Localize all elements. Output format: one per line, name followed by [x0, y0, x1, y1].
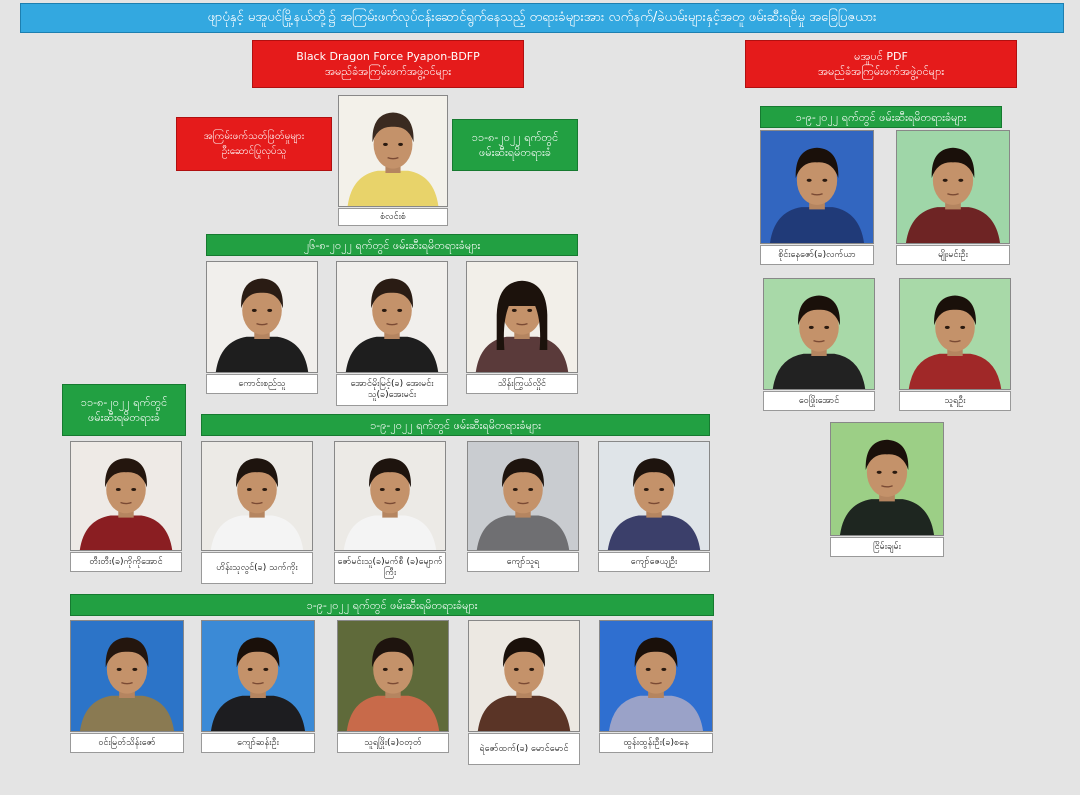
suspect-name: ဝေဖြိုးအောင် [763, 391, 875, 411]
mugshot-photo [830, 422, 944, 536]
mugshot-photo [70, 620, 184, 732]
suspect-name: ငြိမ်းချမ်း [830, 537, 944, 557]
mugshot-photo [599, 620, 713, 732]
pdf-org-name: မအူပင် PDF [854, 50, 908, 63]
page-title: ဖျာပုံနှင့် မအူပင်မြို့နယ်တို့၌ အကြမ်းဖက်လုပ်ငန်းဆောင်ရွက်နေသည့် တရားခံများအား လက်နက်/ခဲယမ်းများနှင့်အတူ ဖမ်းဆီးရမိမှု အခြေပြဇယား [20, 3, 1064, 33]
side-date-label [62, 384, 186, 436]
suspect-name: စိုင်းနေဇော်(ခ)လက်ယာ [760, 245, 874, 265]
bdfp-org-name: Black Dragon Force Pyapon-BDFP [296, 50, 480, 63]
pdf-org-sub: အမည်ခံအကြမ်းဖက်အဖွဲ့ဝင်များ [817, 65, 945, 78]
suspect-name: ဟိန်းသုလွင်(ခ) သက်ကိုး [201, 552, 313, 584]
leader-date-line2: ဖမ်းဆီးရမိတရားခံ [479, 146, 551, 159]
group-date-label: ၁-၉-၂၀၂၂ ရက်တွင် ဖမ်းဆီးရမိတရားခံများ [70, 594, 714, 616]
leader-role-line1: အကြမ်းဖက်သတ်ဖြတ်မှုများ [203, 131, 305, 142]
mugshot-photo [763, 278, 875, 390]
suspect-name: ကျော်ဆန်းဦး [201, 733, 315, 753]
group-date-label: ၂၆-၈-၂၀၂၂ ရက်တွင် ဖမ်းဆီးရမိတရားခံများ [206, 234, 578, 256]
pdf-org-label [745, 40, 1017, 88]
bdfp-org-label [252, 40, 524, 88]
suspect-name: သူရဖြိုး(ခ)ဝတုတ် [337, 733, 449, 753]
suspect-name: ကျော်သူရ [467, 552, 579, 572]
suspect-name: သူရဦး [899, 391, 1011, 411]
pdf-group-date-label: ၁-၉-၂၀၂၂ ရက်တွင် ဖမ်းဆီးရမိတရားခံများ [760, 106, 1002, 128]
group-date-label: ၁-၉-၂၀၂၂ ရက်တွင် ဖမ်းဆီးရမိတရားခံများ [201, 414, 710, 436]
suspect-name: ကောင်းစည်သူ [206, 374, 318, 394]
mugshot-photo [760, 130, 874, 244]
suspect-name: စံလင်းစံ [338, 208, 448, 226]
mugshot-photo [467, 441, 579, 551]
mugshot-photo [201, 441, 313, 551]
bdfp-org-sub: အမည်ခံအကြမ်းဖက်အဖွဲ့ဝင်များ [324, 65, 452, 78]
suspect-name: ဇော်မင်းသူ(ခ)မက်စီ (ခ)မျောက်ကြီး [334, 552, 446, 584]
mugshot-photo [334, 441, 446, 551]
mugshot-photo [206, 261, 318, 373]
mugshot-photo [201, 620, 315, 732]
suspect-name: အောင်မိုးမြင့်(ခ) အေးမင်းသူ(ခ)အေးမင်း [336, 374, 448, 406]
suspect-name: သိန်းကြွယ်လှိုင် [466, 374, 578, 394]
mugshot-photo [466, 261, 578, 373]
mugshot-photo [336, 261, 448, 373]
leader-role-label [176, 117, 332, 171]
mugshot-photo [468, 620, 580, 732]
suspect-name: တီးတီး(ခ)ကိုကိုအောင် [70, 552, 182, 572]
suspect-name: ရဲဇော်ထက်(ခ) မောင်မောင် [468, 733, 580, 765]
leader-date-label [452, 119, 578, 171]
mugshot-photo [338, 95, 448, 207]
mugshot-photo [337, 620, 449, 732]
side-date-line2: ဖမ်းဆီးရမိတရားခံ [88, 411, 160, 424]
suspect-name: ဝင်းမြတ်သိန်းဇော် [70, 733, 184, 753]
suspect-name: ကျော်ဇေယျဦး [598, 552, 710, 572]
side-date-line1: ၁၁-၈-၂၀၂၂ ရက်တွင် [80, 396, 168, 409]
mugshot-photo [899, 278, 1011, 390]
mugshot-photo [598, 441, 710, 551]
suspect-name: ထွန်းထွန်းဦး(ခ)စနေ [599, 733, 713, 753]
leader-role-line2: ဦးဆောင်ပြုလုပ်သူ [221, 146, 287, 157]
suspect-name: မျိုးမင်းဦး [896, 245, 1010, 265]
leader-date-line1: ၁၁-၈-၂၀၂၂ ရက်တွင် [471, 131, 559, 144]
mugshot-photo [896, 130, 1010, 244]
mugshot-photo [70, 441, 182, 551]
